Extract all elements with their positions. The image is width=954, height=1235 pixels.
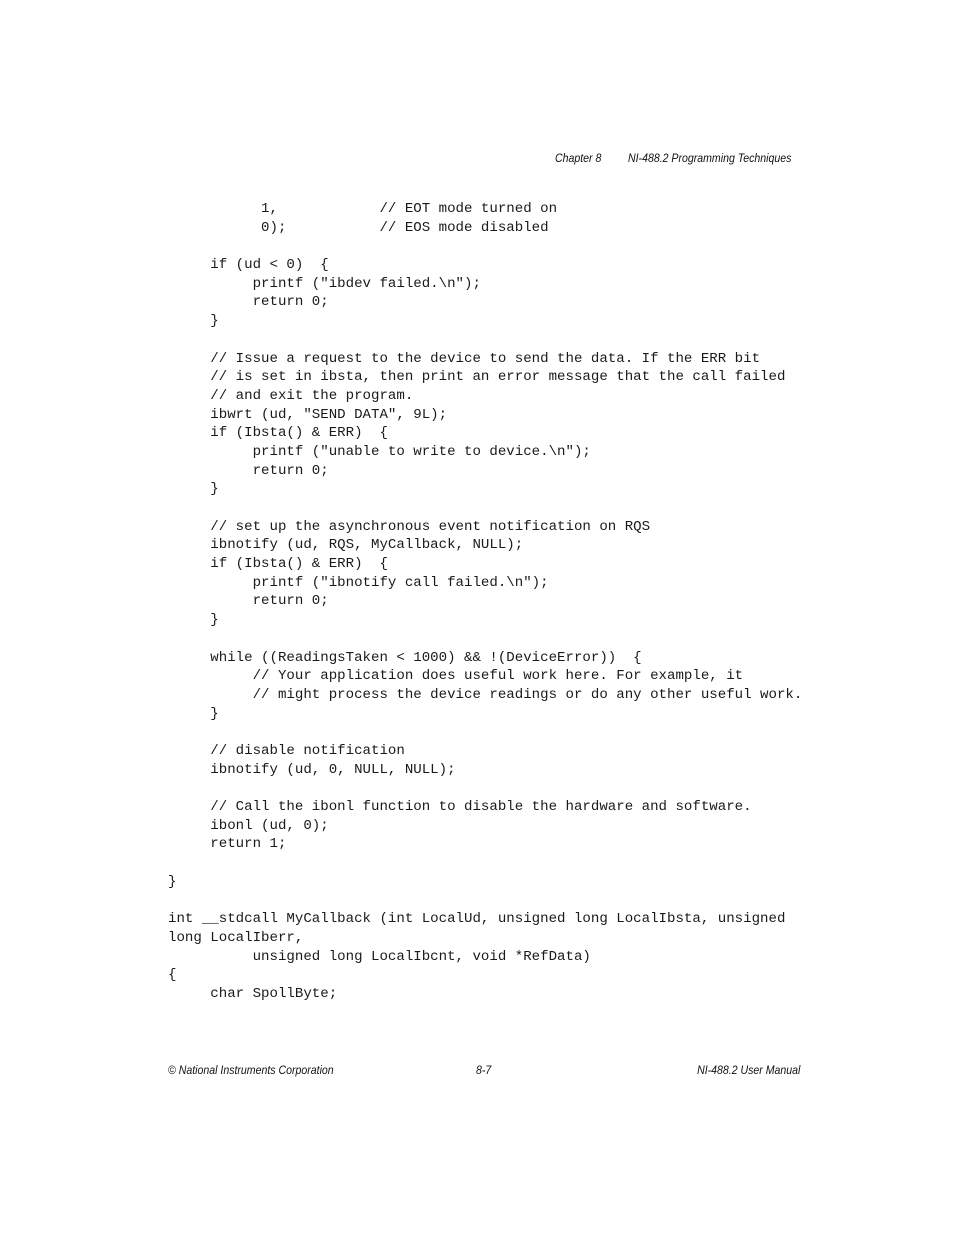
code-line: ibnotify (ud, 0, NULL, NULL); — [168, 761, 456, 778]
code-line: { — [168, 967, 177, 984]
code-line — [168, 630, 802, 649]
code-line: char SpollByte; — [168, 985, 338, 1002]
code-line: // set up the asynchronous event notification on RQS — [168, 518, 651, 535]
code-line: return 1; — [168, 836, 287, 853]
code-line: // and exit the program. — [168, 387, 414, 404]
code-line: } — [168, 481, 219, 498]
code-line: 1, // EOT mode turned on — [168, 201, 558, 217]
code-line — [168, 779, 802, 798]
code-line: if (Ibsta() & ERR) { — [168, 425, 388, 442]
code-line: // Call the ibonl function to disable the hardware and software. — [168, 799, 752, 815]
code-line: // Issue a request to the device to send the data. If the ERR bit — [168, 350, 761, 367]
code-line — [168, 331, 802, 350]
footer-copyright: © National Instruments Corporation — [168, 1063, 334, 1077]
code-line — [168, 891, 802, 910]
code-line: printf ("ibnotify call failed.\n"); — [168, 574, 549, 591]
code-line: printf ("ibdev failed.\n"); — [168, 275, 481, 292]
code-line: return 0; — [168, 294, 329, 311]
code-line: printf ("unable to write to device.\n"); — [168, 443, 591, 460]
code-line: } — [168, 873, 177, 890]
footer-page-number: 8-7 — [476, 1063, 492, 1077]
footer-manual-title: NI-488.2 User Manual — [696, 1063, 800, 1077]
code-line: // is set in ibsta, then print an error message that the call failed — [168, 369, 786, 386]
code-line: } — [168, 612, 219, 629]
code-line: } — [168, 313, 219, 330]
code-line: while ((ReadingsTaken < 1000) && !(DeviceError)) { — [168, 649, 642, 666]
running-header-chapter: Chapter 8 — [555, 151, 602, 165]
code-line: ibwrt (ud, "SEND DATA", 9L); — [168, 406, 448, 423]
code-line — [168, 237, 802, 256]
code-line: if (ud < 0) { — [168, 257, 329, 274]
code-line: if (Ibsta() & ERR) { — [168, 556, 388, 573]
code-line: ibonl (ud, 0); — [168, 817, 329, 834]
code-line: 0); // EOS mode disabled — [168, 219, 549, 236]
code-line — [168, 854, 802, 873]
code-line: // might process the device readings or do any other useful work. — [168, 686, 803, 703]
code-line: ibnotify (ud, RQS, MyCallback, NULL); — [168, 537, 524, 554]
code-line: unsigned long LocalIbcnt, void *RefData) — [168, 948, 591, 965]
code-line: // Your application does useful work here. For example, it — [168, 668, 744, 685]
code-line: } — [168, 705, 219, 722]
code-line — [168, 723, 802, 742]
code-line: return 0; — [168, 593, 329, 610]
code-line: return 0; — [168, 462, 329, 479]
code-line: long LocalIberr, — [168, 929, 304, 946]
code-listing — [168, 200, 802, 1004]
code-line — [168, 499, 802, 518]
code-line: // disable notification — [168, 742, 405, 759]
running-header-title: NI-488.2 Programming Techniques — [628, 151, 792, 165]
code-line: int __stdcall MyCallback (int LocalUd, unsigned long LocalIbsta, unsigned — [168, 911, 786, 928]
